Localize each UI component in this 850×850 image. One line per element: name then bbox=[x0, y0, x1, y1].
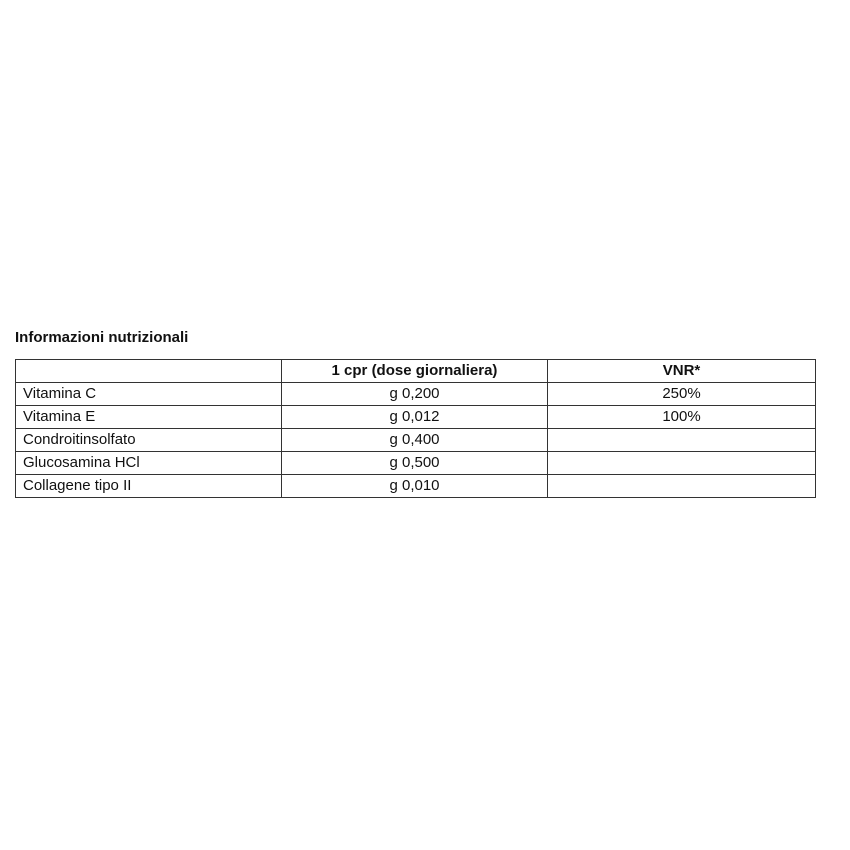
dose-cell: g 0,010 bbox=[282, 475, 548, 498]
header-dose: 1 cpr (dose giornaliera) bbox=[282, 360, 548, 383]
table-row bbox=[16, 383, 816, 406]
table-row bbox=[16, 406, 816, 429]
vnr-cell: 250% bbox=[548, 383, 816, 406]
table-header-row bbox=[16, 360, 816, 383]
dose-cell: g 0,500 bbox=[282, 452, 548, 475]
nutrition-table bbox=[15, 359, 816, 498]
nutrient-name-cell: Collagene tipo II bbox=[16, 475, 282, 498]
table-row bbox=[16, 429, 816, 452]
vnr-cell bbox=[548, 429, 816, 452]
header-nutrient bbox=[16, 360, 282, 383]
nutrient-name-cell: Vitamina C bbox=[16, 383, 282, 406]
nutrient-name-cell: Vitamina E bbox=[16, 406, 282, 429]
table-row bbox=[16, 452, 816, 475]
dose-cell: g 0,012 bbox=[282, 406, 548, 429]
vnr-cell bbox=[548, 475, 816, 498]
dose-cell: g 0,200 bbox=[282, 383, 548, 406]
nutrient-name-cell: Glucosamina HCl bbox=[16, 452, 282, 475]
table-row bbox=[16, 475, 816, 498]
dose-cell: g 0,400 bbox=[282, 429, 548, 452]
vnr-cell bbox=[548, 452, 816, 475]
page-title: Informazioni nutrizionali bbox=[15, 329, 189, 346]
nutrient-name-cell: Condroitinsolfato bbox=[16, 429, 282, 452]
header-vnr: VNR* bbox=[548, 360, 816, 383]
vnr-cell: 100% bbox=[548, 406, 816, 429]
